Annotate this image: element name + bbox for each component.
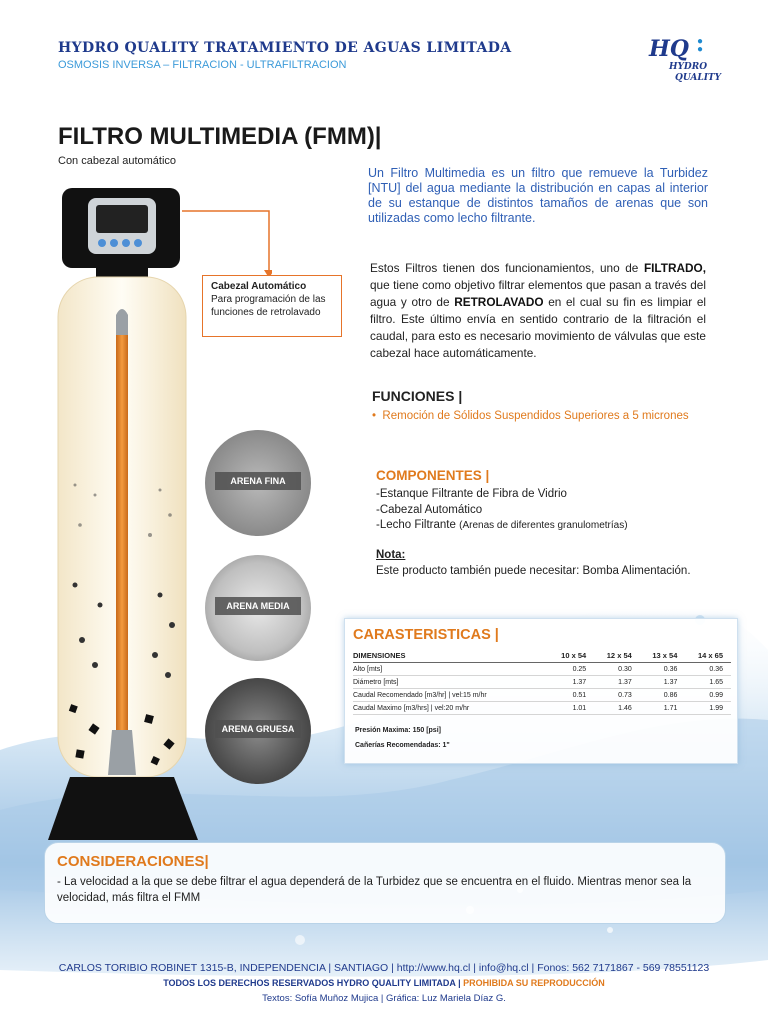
- column-header: 13 x 54: [640, 649, 686, 663]
- column-header: 14 x 65: [685, 649, 731, 663]
- funciones-heading: FUNCIONES |: [372, 388, 463, 404]
- footer-address: CARLOS TORIBIO ROBINET 1315-B, INDEPENDENCIA | SANTIAGO | http://www.hq.cl | info@hq.cl | Fonos: 562 7171867 - 569 78551123: [58, 962, 710, 974]
- column-header: DIMENSIONES: [353, 649, 549, 663]
- componentes-list: [376, 487, 628, 534]
- specs-table: [353, 649, 731, 715]
- funciones-item: • Remoción de Sólidos Suspendidos Superiores a 5 micrones: [372, 410, 689, 422]
- column-header: 12 x 54: [594, 649, 640, 663]
- table-row: Diámetro [mts] 1.37 1.37 1.37 1.65: [353, 676, 731, 689]
- page-subtitle: Con cabezal automático: [58, 155, 177, 167]
- company-name: HYDRO QUALITY TRATAMIENTO DE AGUAS LIMITADA: [58, 40, 512, 56]
- table-row: Caudal Maximo [m3/hrs] | vel:20 m/hr 1.01 1.46 1.71 1.99: [353, 702, 731, 715]
- intro-paragraph: Un Filtro Multimedia es un filtro que remueve la Turbidez [NTU] del agua mediante la distribución en capas al interior de su estanque de distintos tamaños de arenas que son utilizadas como lecho filtrante.: [368, 166, 708, 225]
- column-header: 10 x 54: [549, 649, 595, 663]
- specs-pipes: Cañerías Recomendadas: 1": [355, 742, 450, 749]
- consideraciones-heading: CONSIDERACIONES|: [57, 853, 209, 870]
- callout-text: Para programación de las funciones de retrolavado: [211, 294, 326, 318]
- bullet-icon: •: [372, 410, 383, 422]
- specs-panel: [344, 618, 738, 764]
- footer-rights: TODOS LOS DERECHOS RESERVADOS HYDRO QUALITY LIMITADA | PROHIBIDA SU REPRODUCCIÓN: [163, 978, 605, 988]
- footer-prohibited: PROHIBIDA SU REPRODUCCIÓN: [463, 978, 605, 988]
- water-drops-icon: ● ●: [697, 36, 704, 55]
- callout-cabezal: [202, 275, 342, 337]
- consideraciones-box: [44, 842, 726, 924]
- sand-label-gruesa: ARENA GRUESA: [215, 720, 301, 738]
- callout-connector: [182, 210, 272, 280]
- footer-credits: Textos: Sofía Muñoz Mujica | Gráfica: Luz Mariela Díaz G.: [262, 993, 506, 1004]
- table-row: Alto [mts] 0.25 0.30 0.36 0.36: [353, 663, 731, 676]
- logo-word-quality: QUALITY: [675, 73, 722, 83]
- company-services: OSMOSIS INVERSA – FILTRACION - ULTRAFILTRACION: [58, 59, 347, 71]
- list-item: -Lecho Filtrante (Arenas de diferentes granulometrías): [376, 519, 628, 531]
- logo-word-hydro: HYDRO: [669, 62, 708, 72]
- list-item: -Cabezal Automático: [376, 503, 483, 516]
- description-paragraph: Estos Filtros tienen dos funcionamientos, uno de FILTRADO, que tiene como objetivo filtrar elementos que pasan a través del agua y otro de RETROLAVADO en el cual su fin es limpiar el filtro. Este último envía en sentido contrario de la filtración el caudal, para esto es necesario movimiento de válvulas que este cabezal hace automáticamente.: [370, 261, 707, 360]
- componentes-heading: COMPONENTES |: [376, 468, 490, 483]
- nota-text: Este producto también puede necesitar: Bomba Alimentación.: [376, 565, 691, 577]
- list-item: -Estanque Filtrante de Fibra de Vidrio: [376, 488, 567, 500]
- callout-title: Cabezal Automático: [211, 281, 307, 292]
- hq-logo: [645, 36, 735, 86]
- specs-pressure: Presión Maxima: 150 [psi]: [355, 727, 441, 734]
- nota-heading: Nota:: [376, 549, 406, 561]
- logo-mark: HQ: [649, 36, 689, 62]
- consideraciones-text: - La velocidad a la que se debe filtrar el agua dependerá de la Turbidez que se encuentra en el fluido. Mientras menor sea la velocidad, más filtra el FMM: [57, 876, 692, 904]
- page-title: FILTRO MULTIMEDIA (FMM)|: [58, 123, 382, 150]
- sand-label-fina: ARENA FINA: [215, 472, 301, 490]
- specs-heading: CARASTERISTICAS |: [353, 627, 499, 643]
- sand-label-media: ARENA MEDIA: [215, 597, 301, 615]
- table-row: Caudal Recomendado [m3/hr] | vel:15 m/hr 0.51 0.73 0.86 0.99: [353, 689, 731, 702]
